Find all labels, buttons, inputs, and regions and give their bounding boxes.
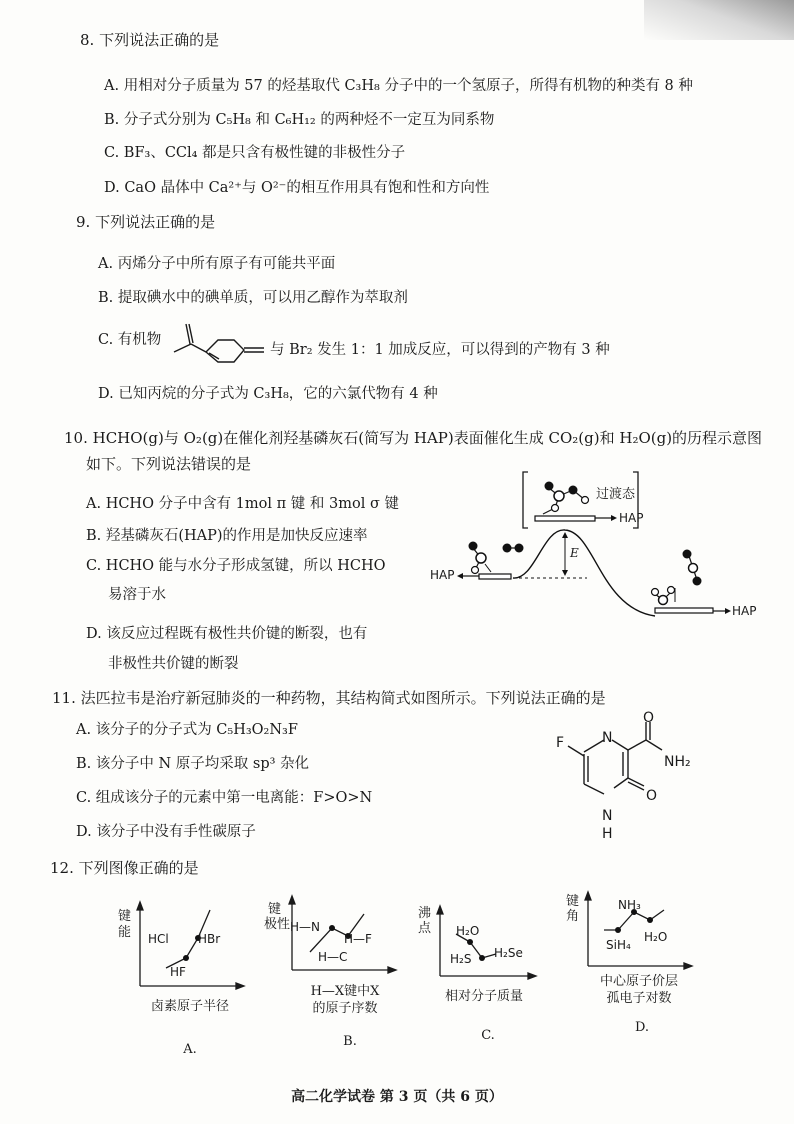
- q8-option-c: C. BF₃、CCl₄ 都是只含有极性键的非极性分子: [104, 145, 406, 161]
- q12-a-letter: A.: [183, 1042, 197, 1057]
- q12-a-ylabel-2: 能: [118, 925, 132, 940]
- q12-c-point-h2s: H₂S: [450, 952, 472, 966]
- q12-c-letter: C.: [481, 1028, 495, 1043]
- q11-option-b: B. 该分子中 N 原子均采取 sp³ 杂化: [76, 756, 310, 772]
- q10-hap-label-right: HAP: [732, 604, 757, 618]
- q12-b-point-hc: H—C: [318, 950, 348, 964]
- q8-stem: 8. 下列说法正确的是: [80, 31, 220, 49]
- q12-stem: 12. 下列图像正确的是: [50, 859, 199, 877]
- q11-nh2-label: NH₂: [664, 754, 691, 770]
- q12-c-ylabel-1: 沸: [418, 906, 432, 921]
- q12-c-xlabel: 相对分子质量: [444, 989, 523, 1004]
- q12-a-point-hcl: HCl: [148, 932, 169, 946]
- q12-d-xlabel-1: 中心原子价层: [599, 974, 678, 989]
- q9-molecule-structure: [168, 318, 268, 368]
- q8-option-d: D. CaO 晶体中 Ca²⁺与 O²⁻的相互作用具有饱和性和方向性: [104, 180, 490, 196]
- q11-h-label: H: [602, 826, 613, 842]
- q12-d-xlabel-2: 孤电子对数: [606, 991, 672, 1006]
- q8-option-b: B. 分子式分别为 C₅H₈ 和 C₆H₁₂ 的两种烃不一定互为同系物: [104, 112, 495, 128]
- q12-d-point-nh3: NH₃: [618, 898, 641, 912]
- q11-n-bottom-label: N: [602, 808, 613, 824]
- q12-a-xlabel: 卤素原子半径: [150, 999, 229, 1014]
- q10-energy-label: E: [570, 546, 579, 560]
- q10-transition-label: 过渡态: [596, 487, 636, 502]
- q12-a-ylabel-1: 键: [118, 909, 132, 924]
- q11-n-top-label: N: [602, 730, 613, 746]
- q12-d-point-sih4: SiH₄: [606, 938, 631, 952]
- q11-o-bottom-label: O: [646, 788, 658, 804]
- q11-f-label: F: [556, 735, 565, 751]
- q12-a-point-hbr: HBr: [198, 932, 221, 946]
- q9-option-d: D. 已知丙烷的分子式为 C₃H₈，它的六氯代物有 4 种: [98, 386, 438, 402]
- q12-d-letter: D.: [634, 1020, 650, 1035]
- q12-b-ylabel-2: 极性: [264, 917, 291, 932]
- q9-option-c-prefix: C. 有机物: [98, 332, 162, 348]
- q12-d-point-h2o: H₂O: [644, 930, 668, 944]
- q10-option-c-line2: 易溶于水: [108, 587, 166, 603]
- q10-option-d-line1: D. 该反应过程既有极性共价键的断裂，也有: [86, 626, 368, 642]
- page-footer: 高二化学试卷 第 3 页（共 6 页）: [291, 1089, 503, 1105]
- q12-b-point-hf: H—F: [344, 932, 372, 946]
- q12-c-point-h2o: H₂O: [456, 924, 480, 938]
- q12-b-letter: B.: [343, 1034, 357, 1049]
- q11-favipiravir-structure: [528, 720, 698, 850]
- q12-b-point-hn: H—N: [290, 920, 320, 934]
- q11-stem: 11. 法匹拉韦是治疗新冠肺炎的一种药物，其结构简式如图所示。下列说法正确的是: [52, 689, 606, 707]
- q12-graph-c: [436, 904, 536, 980]
- q12-a-point-hf: HF: [170, 965, 186, 979]
- q12-b-ylabel-1: 键: [268, 902, 282, 917]
- q12-c-point-h2se: H₂Se: [494, 946, 523, 960]
- q9-option-a: A. 丙烯分子中所有原子有可能共平面: [98, 256, 336, 272]
- q12-d-ylabel-2: 角: [566, 909, 580, 924]
- q10-hap-label-top: HAP: [619, 511, 644, 525]
- scan-shadow: [644, 0, 794, 40]
- q11-option-c: C. 组成该分子的元素中第一电离能：F>O>N: [76, 790, 373, 806]
- q11-o-top-label: O: [643, 710, 655, 726]
- q10-option-d-line2: 非极性共价键的断裂: [108, 656, 239, 672]
- q12-b-xlabel-1: H—X键中X: [310, 984, 380, 999]
- q10-option-b: B. 羟基磷灰石(HAP)的作用是加快反应速率: [86, 528, 368, 544]
- q9-option-b: B. 提取碘水中的碘单质，可以用乙醇作为萃取剂: [98, 290, 408, 306]
- q12-b-xlabel-2: 的原子序数: [312, 1001, 378, 1016]
- q11-option-a: A. 该分子的分子式为 C₅H₃O₂N₃F: [76, 722, 298, 738]
- q11-option-d: D. 该分子中没有手性碳原子: [76, 824, 256, 840]
- q10-option-a: A. HCHO 分子中含有 1mol π 键 和 3mol σ 键: [86, 496, 399, 512]
- q8-option-a: A. 用相对分子质量为 57 的烃基取代 C₃H₈ 分子中的一个氢原子，所得有机物的种类有 8 种: [104, 78, 693, 94]
- q10-option-c-line1: C. HCHO 能与水分子形成氢键，所以 HCHO: [86, 558, 386, 574]
- q10-reaction-diagram: [425, 468, 755, 633]
- q12-d-ylabel-1: 键: [566, 894, 580, 909]
- q10-hap-label-left: HAP: [430, 568, 455, 582]
- q10-stem-line1: 10. HCHO(g)与 O₂(g)在催化剂羟基磷灰石(简写为 HAP)表面催化生成 CO₂(g)和 H₂O(g)的历程示意图: [64, 429, 763, 447]
- q9-option-c-suffix: 与 Br₂ 发生 1：1 加成反应，可以得到的产物有 3 种: [270, 342, 610, 358]
- q12-c-ylabel-2: 点: [418, 921, 432, 936]
- q9-stem: 9. 下列说法正确的是: [76, 213, 216, 231]
- q10-stem-line2: 如下。下列说法错误的是: [86, 455, 252, 473]
